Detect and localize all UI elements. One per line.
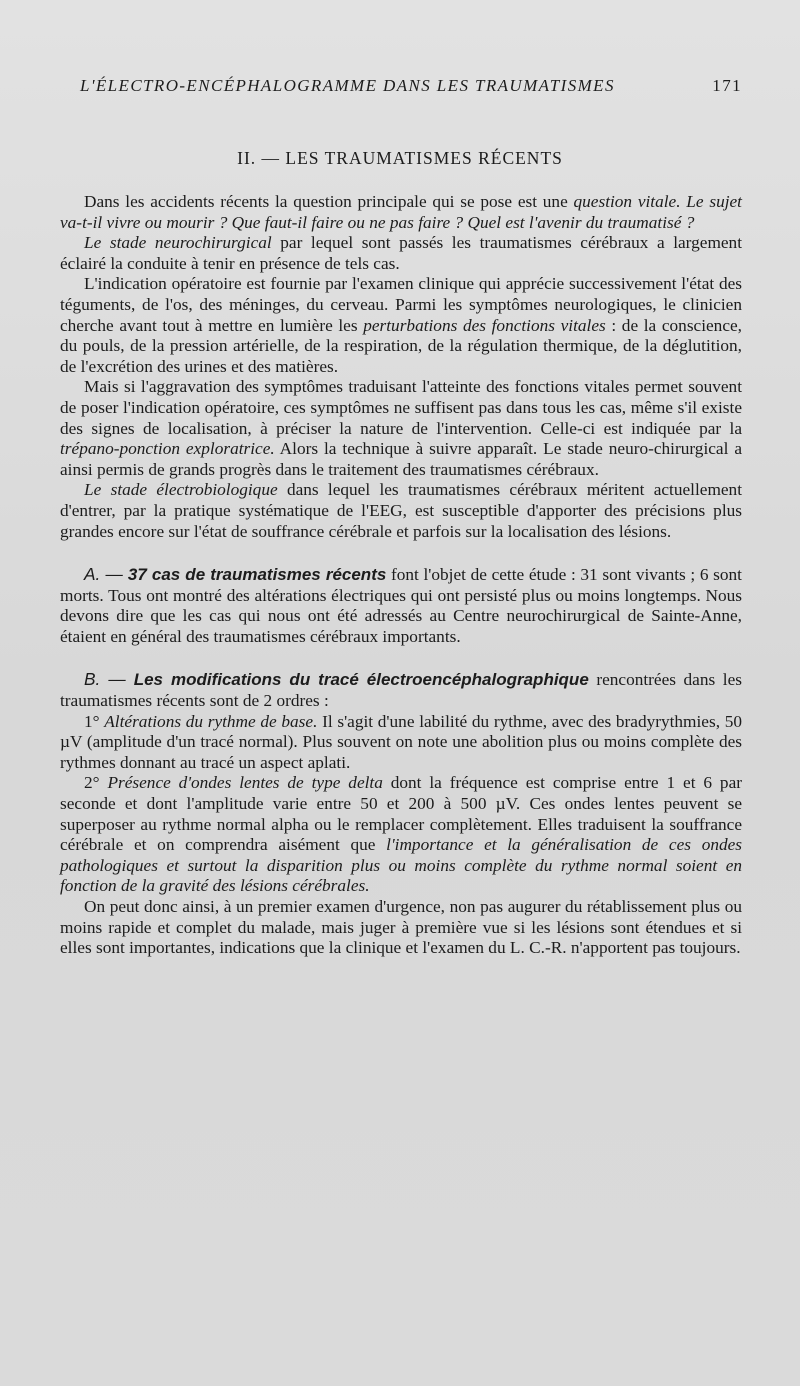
paragraph-electrobiologique — [60, 480, 742, 542]
text-run: rencontrées dans les traumatismes récents sont de 2 ordres : — [60, 670, 742, 711]
section-heading: II. — LES TRAUMATISMES RÉCENTS — [237, 148, 563, 168]
subsection-a — [60, 564, 742, 647]
paragraph-indication — [60, 274, 742, 377]
text-run: On peut donc ainsi, à un premier examen d'urgence, non pas augurer du rétablissement plus ou moins rapide et complet du malade, mais juger à première vue si les lésions sont étendues et si elles sont importantes, indications que la clinique et l'examen du L. C.-R. n'apportent pas toujours. — [60, 897, 742, 958]
paragraph-neurochirurgical — [60, 233, 742, 274]
subsection-title: Les modifications du tracé électroencéphalographique — [133, 670, 589, 690]
subsection-title: 37 cas de traumatismes récents — [127, 565, 387, 585]
subsection-b — [60, 669, 742, 711]
italic-run: Le stade électrobiologique — [84, 480, 278, 500]
text-run: font l'objet de cette étude : 31 sont vivants ; 6 sont morts. Tous ont montré des altérations électriques qui ont persisté plus ou moins longtemps. Nous devons dire que les cas qui nous ont été adressés au Centre neurochirurgical de Sainte-Anne, étaient en général des traumatismes cérébraux importants. — [60, 565, 742, 646]
running-head-title: L'ÉLECTRO-ENCÉPHALOGRAMME DANS LES TRAUMATISMES — [80, 76, 615, 95]
subsection-letter: A. — — [84, 564, 128, 585]
italic-run: Présence d'ondes lentes de type delta — [107, 773, 383, 793]
text-run: : de la conscience, du pouls, de la pression artérielle, de la respiration, de la régulation thermique, de la déglutition, de l'excrétion des urines et des matières. — [60, 315, 742, 376]
running-head — [80, 76, 742, 102]
italic-run: question vitale. Le sujet va-t-il vivre ou mourir ? Que faut-il faire ou ne pas faire ? Quel est l'avenir du traumatisé ? — [60, 192, 742, 232]
text-run: par lequel sont passés les traumatismes cérébraux a largement éclairé la conduite à tenir en présence de tels cas. — [60, 233, 742, 273]
body-text — [60, 192, 742, 959]
italic-run: trépano-ponction exploratrice. — [60, 439, 275, 459]
text-run: L'indication opératoire est fournie par l'examen clinique qui apprécie successivement l'état des téguments, de l'os, des méninges, du cerveau. Parmi les symptômes neurologiques, le clinicien cherche avant tout à mettre en lumière les — [60, 274, 742, 335]
text-run: Il s'agit d'une labilité du rythme, avec des bradyrythmies, 50 µV (amplitude d'un tracé normal). Plus souvent on note une abolition plus ou moins complète des rythmes donnant au tracé un aspect aplati. — [60, 711, 742, 772]
page-number: 171 — [712, 76, 742, 95]
item-2 — [60, 773, 742, 897]
text-run: dans lequel les traumatismes cérébraux méritent actuellement d'entrer, par la pratique systématique de l'EEG, est susceptible d'apporter des précisions plus grandes encore sur l'état de souffrance cérébrale et parfois sur la localisation des lésions. — [60, 480, 743, 541]
italic-run: l'importance et la généralisation de ces ondes pathologiques et surtout la disparition plus ou moins complète du rythme normal soient en fonction de la gravité des lésions cérébrales. — [60, 835, 743, 896]
paragraph-conclusion — [60, 897, 742, 959]
italic-run: perturbations des fonctions vitales — [363, 315, 606, 335]
text-run: Mais si l'aggravation des symptômes traduisant l'atteinte des fonctions vitales permet souvent de poser l'indication opératoire, ces symptômes ne suffisent pas dans tous les cas, même s'il existe des signes de localisation, à préciser la nature de l'intervention. Celle-ci est indiquée par la — [60, 377, 742, 438]
subsection-letter: B. — — [84, 669, 134, 690]
item-1 — [60, 712, 742, 774]
item-number: 2° — [84, 773, 108, 793]
text-run: Alors la technique à suivre apparaît. Le stade neuro-chirurgical a ainsi permis de grands progrès dans le traitement des traumatismes cérébraux. — [60, 439, 742, 479]
paragraph-aggravation — [60, 377, 742, 480]
item-number: 1° — [84, 711, 105, 731]
text-run: Dans les accidents récents la question principale qui se pose est une — [84, 192, 574, 211]
paragraph-intro — [60, 192, 742, 233]
italic-run: Le stade neurochirurgical — [84, 233, 272, 253]
italic-run: Altérations du rythme de base. — [104, 711, 318, 731]
text-run: dont la fréquence est comprise entre 1 et 6 par seconde et dont l'amplitude varie entre 50 et 200 à 500 µV. Ces ondes lentes peuvent se superposer au rythme normal alpha ou le remplacer complètement. Elles traduisent la souffrance cérébrale et on comprendra aisément que — [60, 773, 742, 855]
